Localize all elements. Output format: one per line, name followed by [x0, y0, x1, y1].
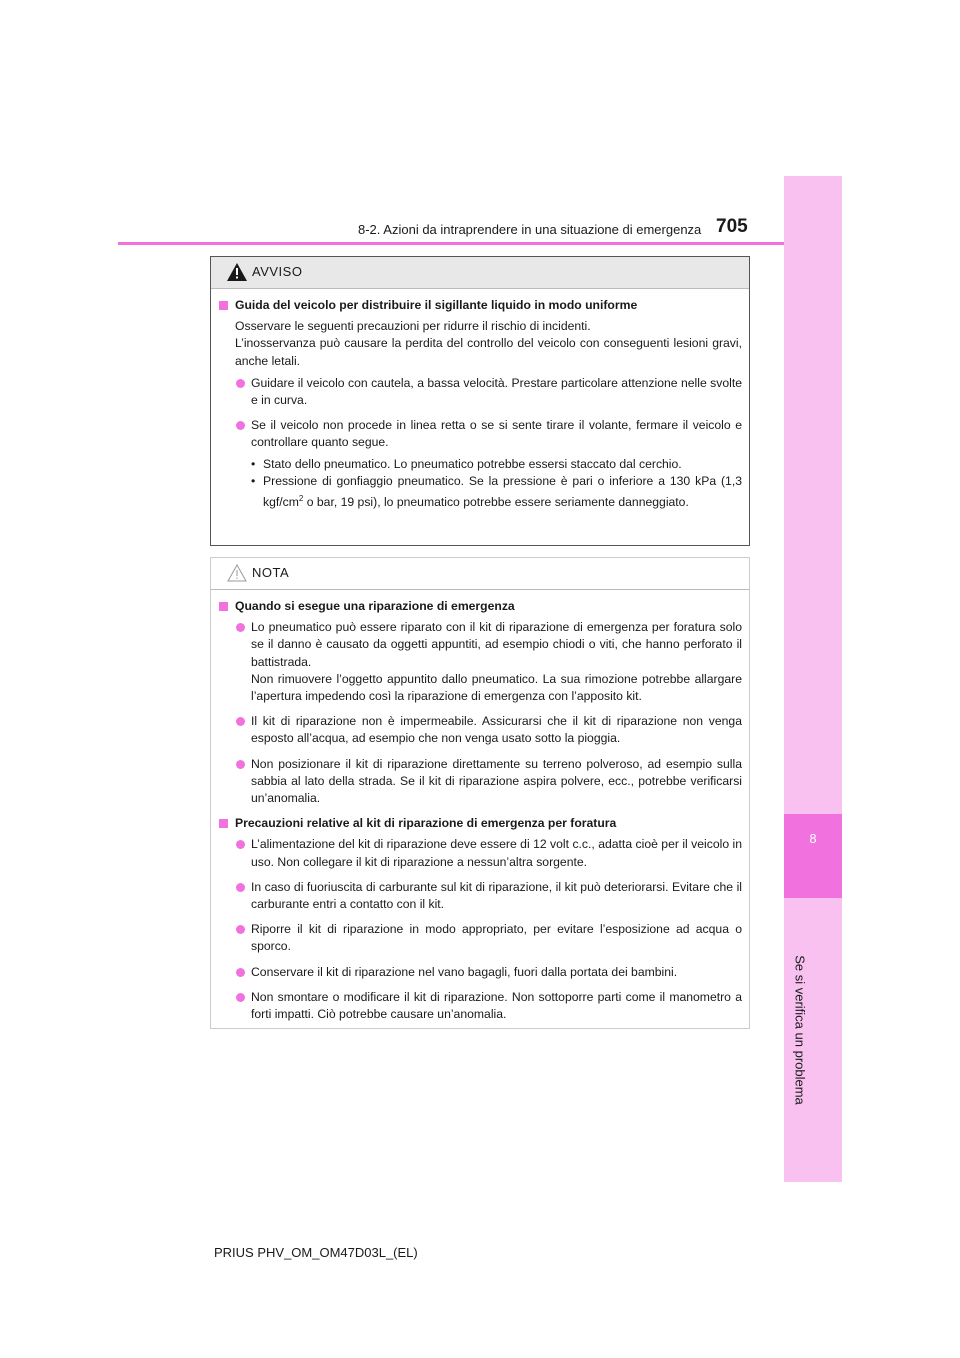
square-bullet-icon: [219, 819, 228, 828]
warning-header: [211, 257, 749, 289]
circle-bullet-icon: [236, 379, 245, 388]
circle-bullet-icon: [236, 623, 245, 632]
note-box: [210, 557, 750, 1029]
circle-bullet-icon: [236, 993, 245, 1002]
note-heading: Quando si esegue una riparazione di emergenza: [218, 598, 742, 615]
square-bullet-icon: [219, 602, 228, 611]
warning-sub-item: • Stato dello pneumatico. Lo pneumatico potrebbe essersi staccato dal cerchio.: [251, 456, 682, 471]
note-header: [211, 558, 749, 590]
note-bullet: Non smontare o modificare il kit di riparazione. Non sottoporre parti come il manometro a forti impatti. Ciò potrebbe causare un’anomalia.: [218, 989, 742, 1023]
circle-bullet-icon: [236, 421, 245, 430]
note-bullet: L’alimentazione del kit di riparazione deve essere di 12 volt c.c., adatta cioè per il veicolo in uso. Non collegare il kit di riparazione a nessun’altra sorgente.: [218, 836, 742, 870]
warning-label: AVVISO: [252, 264, 303, 279]
footer-code: PRIUS PHV_OM_OM47D03L_(EL): [214, 1245, 418, 1260]
circle-bullet-icon: [236, 717, 245, 726]
section-title: 8-2. Azioni da intraprendere in una situazione di emergenza: [358, 222, 702, 237]
note-bullet: Il kit di riparazione non è impermeabile. Assicurarsi che il kit di riparazione non venga esposto all’acqua, ad esempio che non venga usato sotto la pioggia.: [218, 713, 742, 747]
square-bullet-icon: [219, 301, 228, 310]
warning-intro: Osservare le seguenti precauzioni per ridurre il rischio di incidenti. L’inosservanza può causare la perdita del controllo del veicolo con conseguenti lesioni gravi, anche letali.: [235, 319, 742, 368]
page-number: 705: [716, 216, 748, 237]
note-bullet: Conservare il kit di riparazione nel vano bagagli, fuori dalla portata dei bambini.: [218, 964, 742, 981]
warning-body: [211, 289, 749, 511]
warning-bullet: Se il veicolo non procede in linea retta o se si sente tirare il volante, fermare il veicolo e controllare quanto segue.: [218, 417, 742, 451]
circle-bullet-icon: [236, 760, 245, 769]
warning-box: [210, 256, 750, 546]
note-extra: Non rimuovere l’oggetto appuntito dallo pneumatico. La sua rimozione potrebbe allargare l’apertura impedendo così la riparazione di emergenza con l’apposito kit.: [251, 671, 742, 704]
circle-bullet-icon: [236, 925, 245, 934]
note-body: [211, 590, 749, 1023]
caution-triangle-icon: [227, 564, 247, 582]
chapter-number-tab: [784, 814, 842, 898]
warning-sub-item: • Pressione di gonfiaggio pneumatico. Se la pressione è pari o inferiore a 130 kPa (1,3 kgf/$cm^2$ o bar, 19 psi), lo pneumatico potrebbe essere seriamente danneggiato.: [251, 473, 742, 510]
warning-heading: Guida del veicolo per distribuire il sigillante liquido in modo uniforme: [218, 297, 742, 314]
header-rule: [118, 242, 784, 245]
circle-bullet-icon: [236, 883, 245, 892]
circle-bullet-icon: [236, 840, 245, 849]
warning-bullet: Guidare il veicolo con cautela, a bassa velocità. Prestare particolare attenzione nelle svolte e in curva.: [218, 375, 742, 409]
chapter-title: Se si verifica un problema: [792, 955, 808, 1105]
circle-bullet-icon: [236, 968, 245, 977]
note-bullet: Lo pneumatico può essere riparato con il kit di riparazione di emergenza per foratura solo se il danno è causato da oggetti appuntiti, ad esempio chiodi o viti, che hanno perforato il battistrada. Non rimuovere l’oggetto appuntito dallo pneumatico. La sua rimozione potrebbe allargare l’apertura impedendo così la riparazione di emergenza con l’apposito kit.: [218, 619, 742, 705]
note-bullet: Riporre il kit di riparazione in modo appropriato, per evitare l’esposizione ad acqua o sporco.: [218, 921, 742, 955]
note-label: NOTA: [252, 565, 290, 580]
chapter-number: 8: [809, 831, 817, 846]
warning-triangle-icon: [227, 263, 247, 281]
note-bullet: Non posizionare il kit di riparazione direttamente su terreno polveroso, ad esempio sulla sabbia al lato della strada. Se il kit di riparazione aspira polvere, ecc., potrebbe verificarsi un’anomalia.: [218, 756, 742, 808]
note-bullet: In caso di fuoriuscita di carburante sul kit di riparazione, il kit può deteriorarsi. Evitare che il carburante entri a contatto con il kit.: [218, 879, 742, 913]
note-heading: Precauzioni relative al kit di riparazione di emergenza per foratura: [218, 815, 742, 832]
